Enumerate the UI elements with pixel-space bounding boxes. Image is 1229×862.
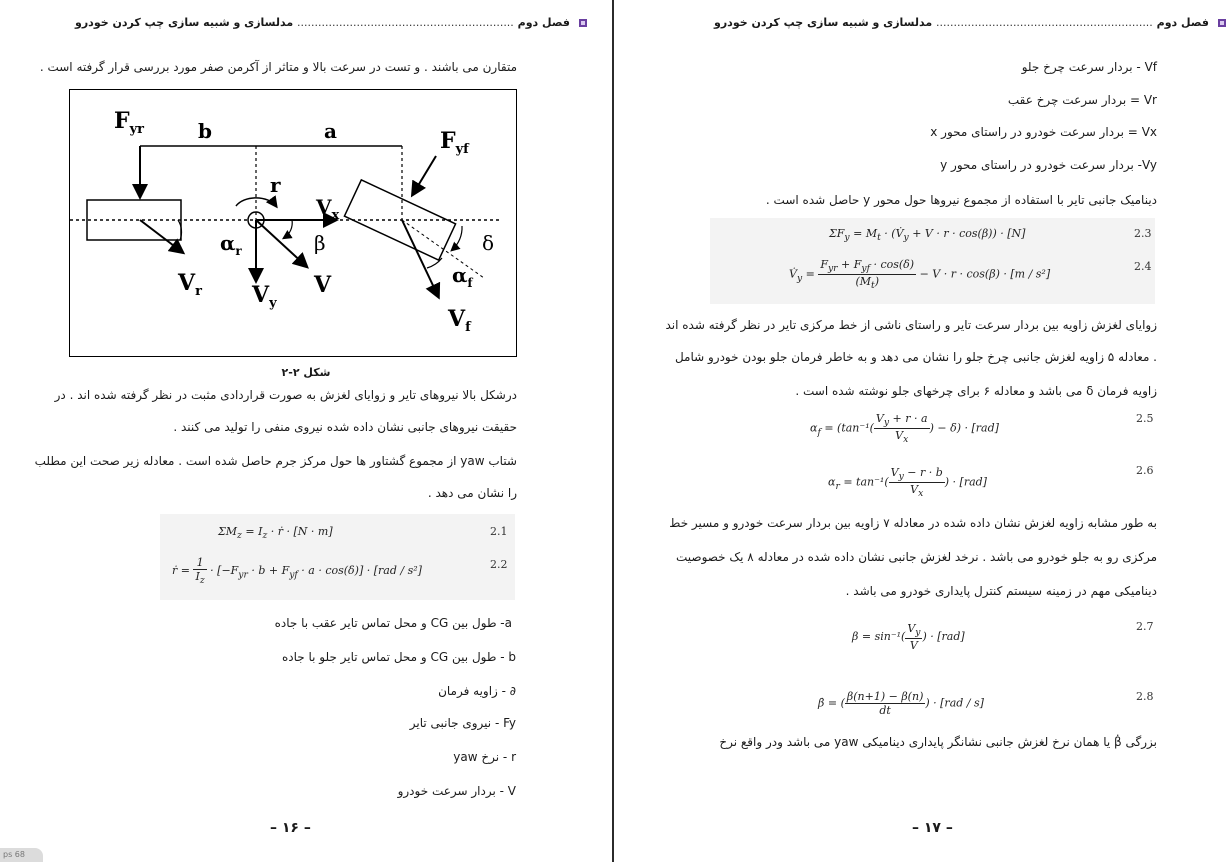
def-vf: Vf - بردار سرعت چرخ جلو	[1021, 60, 1157, 74]
equation-2-7-number: 2.7	[1136, 620, 1154, 633]
equation-2-3: $\Sigma F_y = M_t$ · $(V̇_y + V \cdot r \cdot \cos(\beta)) \cdot [N]$	[829, 227, 1026, 244]
page-number-right: – ۱۷ –	[912, 820, 953, 836]
header-dots: ..............................................................	[936, 16, 1153, 29]
right-para3-line3: دینامیکی مهم در زمینه سیستم کنترل پایداری خودرو می باشد .	[845, 584, 1157, 598]
def-vy: Vy- بردار سرعت خودرو در راستای محور y	[940, 158, 1157, 172]
bicycle-model-diagram	[70, 90, 516, 356]
left-page	[0, 0, 612, 862]
vr-arrow	[140, 220, 182, 252]
right-para3-line1: به طور مشابه زاویه لغزش نشان داده شده در معادله ۷ زاویه بین بردار سرعت خودرو و مسیر خط	[669, 516, 1157, 530]
para1-line2: حقیقت نیروهای جانبی نشان داده شده نیروی منفی را تولید می کنند .	[173, 420, 517, 434]
label-vy: $V_y$	[252, 282, 277, 311]
para1-line1: درشکل بالا نیروهای تایر و زوایای لغزش به صورت قراردادی مثبت در نظر گرفته شده اند . در	[54, 388, 517, 402]
def-vx: Vx = بردار سرعت خودرو در راستای محور x	[930, 125, 1157, 139]
equation-2-6: $\alpha_r = \tan^{-1}$( $\frac{V_y - r \cdot b}{V_x}$ ) · [rad]	[828, 466, 987, 500]
corner-badge: ps 68	[0, 848, 43, 862]
def-fy: Fy - نیروی جانبی تایر	[409, 716, 516, 730]
def-a: a- طول بین CG و محل تماس تایر عقب با جاده	[274, 616, 512, 630]
equation-2-7: β = sin⁻¹( $\frac{V_y}{V}$ ) · [rad]	[852, 622, 965, 653]
equation-2-4-number: 2.4	[1134, 260, 1152, 273]
chapter-bullet-icon	[578, 18, 588, 28]
label-b: b	[198, 119, 212, 143]
header-chapter: فصل دوم	[1156, 16, 1209, 29]
right-para1: دینامیک جانبی تایر با استفاده از مجموع نیروها حول محور y حاصل شده است .	[765, 193, 1157, 207]
right-para2-line2: . معادله ۵ زاویه لغزش جانبی چرخ جلو را نشان می دهد و به خاطر فرمان جلو بودن خودرو شامل	[674, 350, 1157, 364]
header-dots: ..............................................................	[297, 16, 514, 29]
right-para2-line1: زوایای لغزش زاویه بین بردار سرعت تایر و راستای ناشی از خط مرکزی تایر در نظر گرفته شده اند	[665, 318, 1157, 332]
equation-2-3-number: 2.3	[1134, 227, 1152, 240]
equation-2-8: β̇ = ( $\frac{\beta(n+1) - \beta(n)}{dt}$ ) · [rad / s]	[818, 690, 984, 717]
label-fyr: $F_{yr}$	[114, 108, 145, 137]
left-page-header	[75, 16, 588, 29]
right-last-line: بزرگی β̇ یا همان نرخ لغزش جانبی نشانگر پایداری دینامیکی yaw می باشد ودر واقع نرخ	[719, 735, 1157, 749]
para2-line2: را نشان می دهد .	[427, 486, 517, 500]
equation-2-2-number: 2.2	[490, 558, 508, 571]
chapter-bullet-icon	[1217, 18, 1227, 28]
right-page-header	[714, 16, 1227, 29]
label-r: r	[270, 173, 281, 197]
label-alpha-r: $\alpha_r$	[220, 231, 242, 258]
fyf-arrow	[413, 156, 436, 194]
equation-2-5-number: 2.5	[1136, 412, 1154, 425]
label-alpha-f: $\alpha_f$	[452, 263, 473, 290]
equation-2-5: $\alpha_f = (\tan^{-1}$( $\frac{V_y + r \cdot a}{V_x}$ ) − δ) · [rad]	[810, 412, 999, 446]
label-delta: δ	[482, 231, 495, 255]
intro-line: متقارن می باشند . و تست در سرعت بالا و متاثر از آکرمن صفر مورد بررسی قرار گرفته است .	[39, 60, 517, 74]
right-page	[614, 0, 1229, 862]
equation-2-1-number: 2.1	[490, 525, 508, 538]
header-title: مدلسازی و شبیه سازی چپ کردن خودرو	[714, 16, 933, 29]
label-a: a	[324, 119, 337, 143]
label-vx: $V_x$	[316, 195, 340, 223]
def-v: V - بردار سرعت خودرو	[397, 784, 516, 798]
label-fyf: $F_{yf}$	[440, 128, 469, 157]
def-steer: ∂ - زاویه فرمان	[438, 684, 516, 698]
equation-2-1: $\Sigma M_z = I_z$ · ṙ · [N · m]	[218, 525, 333, 542]
label-v: V	[314, 272, 332, 298]
right-para3-line2: مرکزی رو به جلو خودرو می باشد . نرخد لغزش جانبی نشان داده شده در معادله ۸ یک خصوصیت	[675, 550, 1157, 564]
equation-2-6-number: 2.6	[1136, 464, 1154, 477]
page-number-left: – ۱۶ –	[270, 820, 311, 836]
def-r: r - نرخ yaw	[453, 750, 516, 764]
label-vf: $V_f$	[448, 306, 471, 335]
right-para2-line3: زاویه فرمان δ می باشد و معادله ۶ برای چرخهای جلو نوشته شده است .	[795, 384, 1157, 398]
header-title: مدلسازی و شبیه سازی چپ کردن خودرو	[75, 16, 294, 29]
equation-2-2: ṙ = $\frac{1}{I_z}$ · $[-F_{yr} \cdot b + F_{yf} \cdot a \cdot \cos(\delta)] \cdot [rad / s^2]$	[172, 556, 422, 587]
label-vr: $V_r$	[178, 270, 202, 299]
label-beta: β	[314, 231, 326, 255]
def-b: b - طول بین CG و محل تماس تایر جلو با جاده	[281, 650, 516, 664]
v-arrow	[256, 220, 306, 266]
def-vr: Vr = بردار سرعت چرخ عقب	[1007, 93, 1157, 107]
figure-caption: شکل ۲-۲	[281, 366, 331, 379]
equation-2-8-number: 2.8	[1136, 690, 1154, 703]
vehicle-model-figure	[69, 89, 517, 357]
header-chapter: فصل دوم	[517, 16, 570, 29]
para2-line1: شتاب yaw از مجموع گشتاور ها حول مرکز جرم حاصل شده است . معادله زیر صحت این مطلب	[34, 454, 517, 468]
equation-2-4: $V̇_y$ = $\frac{F_{yr} + F_{yf} \cdot \cos(\delta)}{(M_t)}$ − V · r · cos(β) · [m / s²]	[789, 258, 1051, 292]
